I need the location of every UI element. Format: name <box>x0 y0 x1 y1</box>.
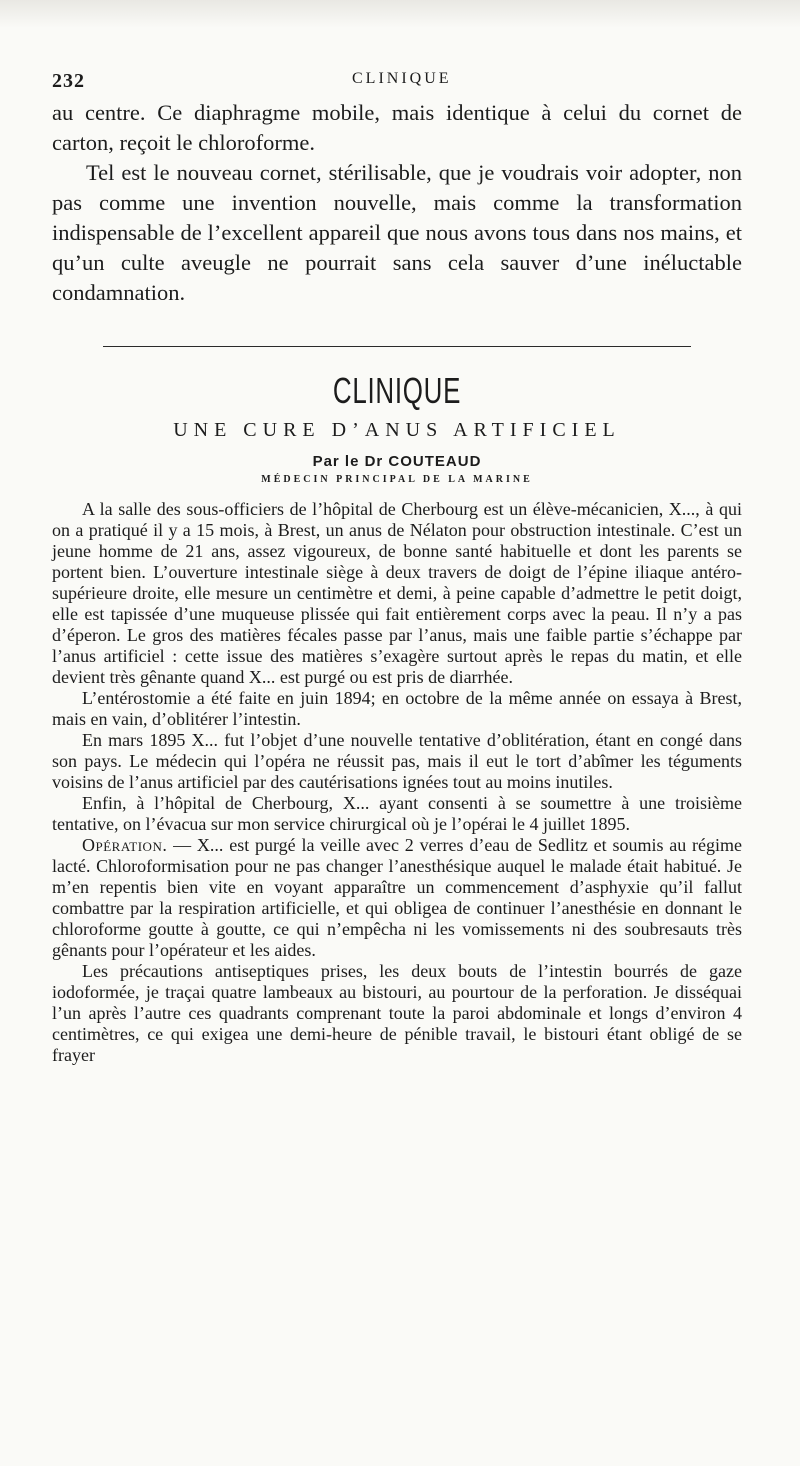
book-page <box>52 58 742 1066</box>
body-paragraph: Enfin, à l’hôpital de Cherbourg, X... ayant consenti à se soumettre à une troisième tentative, on l’évacua sur mon service chirurgical où je l’opérai le 4 juillet 1895. <box>52 793 742 834</box>
intro-paragraph: Tel est le nouveau cornet, stérilisable, que je voudrais voir adopter, non pas comme une invention nouvelle, mais comme la transformation indispensable de l’excellent appareil que nous avons tous dans nos mains, et qu’un culte aveugle ne pourrait sans cela sauver d’une inéluctable condamnation. <box>52 160 742 305</box>
article-title: UNE CURE D’ANUS ARTIFICIEL <box>173 419 621 441</box>
page-number: 232 <box>52 70 85 92</box>
body-paragraph <box>52 835 742 961</box>
operation-text: — X... est purgé la veille avec 2 verres d’eau de Sedlitz et soumis au régime lacté. Chloroformisation pour ne pas changer l’anesthésique auquel le malade était habitué. Je m’en repentis bien vite en voyant apparaître un commencement d’asphyxie qu’il fallut combattre par la respiration artificielle, et qui obligea de continuer l’anesthésie en donnant le chloroforme goutte à goutte, ce qui n’empêcha ni les vomissements ni des soubresauts très gênants pour l’opérateur et les aides. <box>52 835 742 960</box>
article-body <box>52 499 742 1066</box>
page-top-shading <box>0 0 800 28</box>
author-affiliation: MÉDECIN PRINCIPAL DE LA MARINE <box>261 474 533 485</box>
intro-paragraph: au centre. Ce diaphragme mobile, mais identique à celui du cornet de carton, reçoit le chloroforme. <box>52 100 742 155</box>
body-paragraph: En mars 1895 X... fut l’objet d’une nouvelle tentative d’oblitération, étant en congé dans son pays. Le médecin qui l’opéra ne réussit pas, mais il eut le tort d’abîmer les téguments voisins de l’anus artificiel par des cautérisations ignées tout au moins inutiles. <box>52 730 742 792</box>
operation-heading: Opération. <box>82 835 168 855</box>
body-paragraph: L’entérostomie a été faite en juin 1894; en octobre de la même année on essaya à Brest, mais en vain, d’oblitérer l’intestin. <box>52 688 742 729</box>
section-divider <box>103 346 691 347</box>
body-paragraph: Les précautions antiseptiques prises, les deux bouts de l’intestin bourrés de gaze iodoformée, je traçai quatre lambeaux au bistouri, au pourtour de la perforation. Je disséquai l’un après l’autre ces quadrants comprenant toute la paroi abdominale et longs d’environ 4 centimètres, ce qui exigea une demi-heure de pénible travail, le bistouri étant obligé de se frayer <box>52 961 742 1065</box>
running-title: CLINIQUE <box>352 70 452 87</box>
body-paragraph: A la salle des sous-officiers de l’hôpital de Cherbourg est un élève-mécanicien, X..., à qui on a pratiqué il y a 15 mois, à Brest, un anus de Nélaton pour obstruction intestinale. C’est un jeune homme de 21 ans, assez vigoureux, de bonne santé habituelle et dont les parents se portent bien. L’ouverture intestinale siège à deux travers de doigt de l’épine iliaque antéro-supérieure droite, elle mesure un centimètre et demi, à peine capable d’admettre le petit doigt, elle est tapissée d’une muqueuse plissée qui fait entièrement corps avec la peau. Il n’y a pas d’éperon. Le gros des matières fécales passe par l’anus, mais une faible partie s’échappe par l’anus artificiel : cette issue des matières s’exagère surtout après le repas du matin, et elle devient très gênante quand X... est purgé ou est pris de diarrhée. <box>52 499 742 687</box>
section-heading: CLINIQUE <box>332 370 462 411</box>
article-byline: Par le Dr COUTEAUD <box>312 453 482 470</box>
previous-article-end <box>52 98 742 308</box>
running-head <box>52 58 742 98</box>
